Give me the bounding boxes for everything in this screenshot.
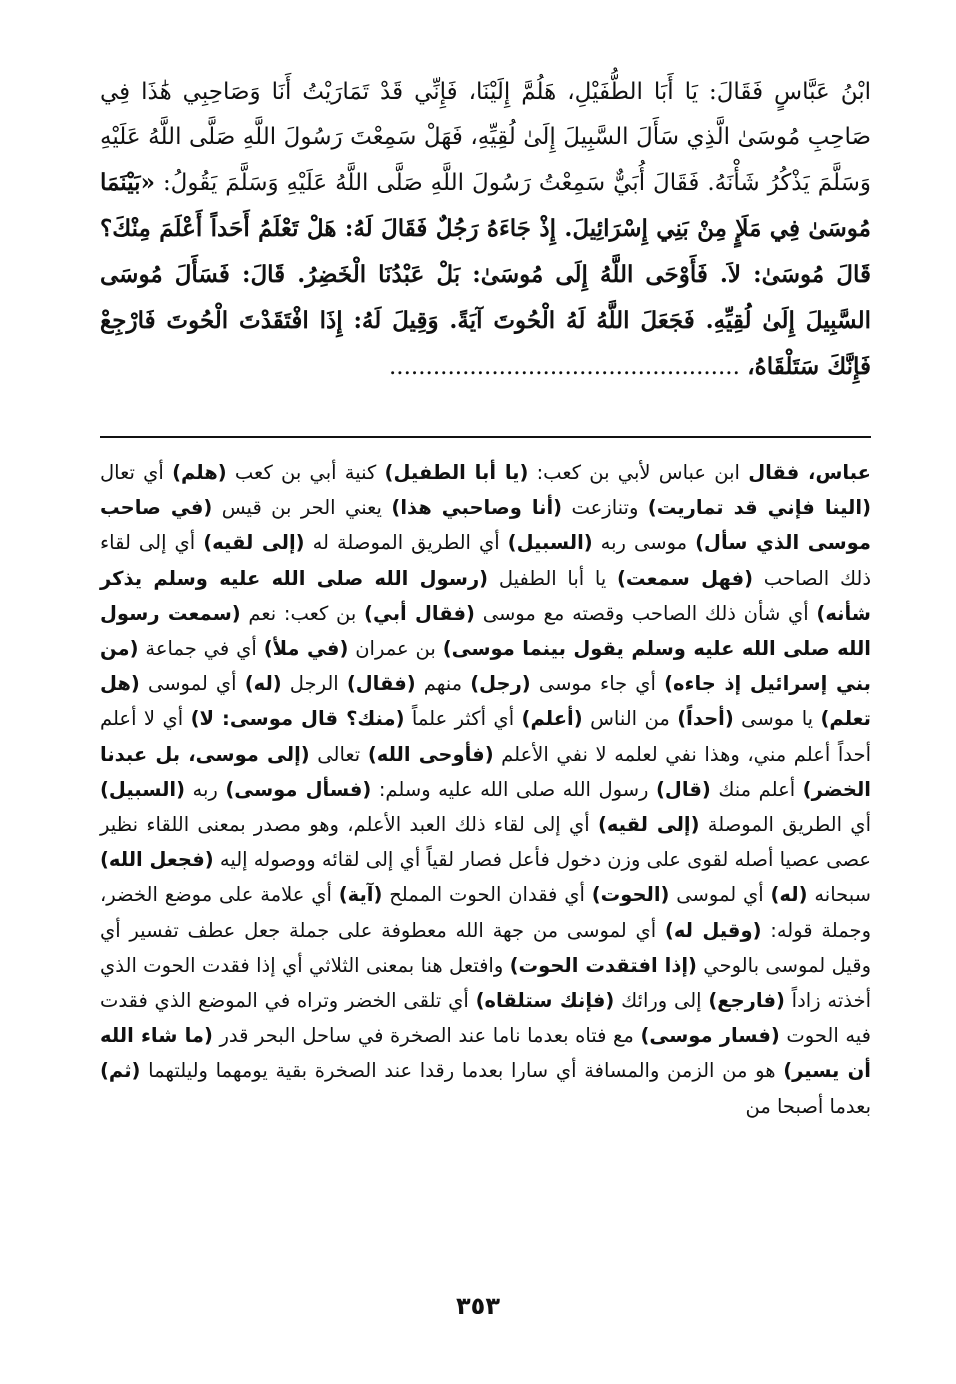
commentary-explanation: وتنازعت bbox=[562, 496, 648, 520]
commentary-quoted-phrase: (له) bbox=[244, 672, 282, 696]
commentary-quoted-phrase: (منك؟ قال موسى: لا) bbox=[190, 707, 405, 731]
commentary-quoted-phrase: (قال) bbox=[656, 777, 711, 801]
commentary-explanation: رسول الله صلى الله عليه وسلم: bbox=[371, 777, 656, 801]
commentary-explanation: أي فقدان الحوت المملح bbox=[382, 883, 592, 907]
commentary-explanation: أي إلى لقاء ذلك العبد الأعلم، وهو مصدر بمعنى اللقاء نظير عصى عصيا أصله لقوى على وزن دخول فأعل فصار لقياً أي إلى لقائه ووصوله إليه bbox=[100, 813, 871, 872]
commentary-explanation: منهم bbox=[415, 672, 471, 696]
commentary-explanation: هو من الزمن والمسافة أي سارا بعدما رقدا عند الصخرة بقية يومهما وليلتهما bbox=[140, 1059, 784, 1083]
commentary-explanation: أي الطريق الموصلة bbox=[699, 813, 871, 837]
commentary-explanation: أي لا أعلم أحداً أعلم مني، وهذا نفي لعلمه لا نفي الأعلم bbox=[100, 707, 871, 766]
footnote-divider bbox=[100, 436, 871, 438]
commentary-explanation: أي لموسى من جهة الله معطوفة على جملة جعل عطف تفسير أي وقيل لموسى بالوحي bbox=[100, 918, 871, 977]
commentary-explanation: أعلم منك bbox=[710, 777, 803, 801]
commentary-quoted-phrase: (من بني إسرائيل إذ جاءه) bbox=[100, 637, 871, 696]
commentary-quoted-phrase: (رجل) bbox=[470, 672, 531, 696]
commentary-quoted-phrase: (يا أبا الطفيل) bbox=[384, 461, 529, 484]
commentary-explanation: أي إلى لقاء ذلك الصاحب bbox=[100, 531, 872, 590]
commentary-quoted-phrase: (في صاحب موسى الذي سأل) bbox=[100, 496, 871, 555]
hadith-quote: «بَيْنَمَا مُوسَىٰ فِي مَلَإٍ مِنْ بَنِي إِسْرَائِيلَ. إِذْ جَاءَهُ رَجُلٌ فَقَالَ لَهُ: هَلْ تَعْلَمُ أَحَداً أَعْلَمَ مِنْكَ؟ قَالَ مُوسَىٰ: لاَ. فَأَوْحَى اللَّهُ إِلَى مُوسَىٰ: بَلْ عَبْدُنَا الْخَضِرُ. قَالَ: فَسَأَلَ مُوسَى السَّبِيلَ إِلَىٰ لُقِيِّهِ. فَجَعَلَ اللَّهُ لَهُ الْحُوتَ آيَةً. وَقِيلَ لَهُ: إِذَا افْتَقَدْتَ الْحُوتَ فَارْجِعْ فَإِنَّكَ سَتَلْقَاهُ، bbox=[100, 169, 871, 380]
commentary-quoted-phrase: (رسول الله صلى الله عليه وسلم يذكر شأنه) bbox=[100, 566, 871, 625]
commentary-quoted-phrase: (إلى موسى، بل عبدنا الخضر) bbox=[100, 742, 871, 801]
commentary-quoted-phrase: (وقيل له) bbox=[664, 918, 762, 942]
commentary-explanation: ابن عباس لأبي بن كعب: bbox=[528, 461, 749, 484]
commentary-quoted-phrase: (أنا وصاحبي هذا) bbox=[391, 496, 563, 520]
commentary-explanation: تعالى bbox=[309, 742, 368, 766]
commentary-explanation: سبحانه bbox=[807, 883, 871, 907]
commentary-explanation: أي جاء موسى bbox=[530, 672, 665, 696]
commentary-quoted-phrase: (آية) bbox=[338, 883, 383, 907]
commentary-quoted-phrase: (فأوحى الله) bbox=[367, 742, 494, 766]
commentary-quoted-phrase: (هل تعلم) bbox=[100, 672, 872, 731]
hadith-intro: ابْنُ عَبَّاسٍ فَقَالَ: يَا أَبَا الطُّفَيْلِ، هَلُمَّ إِلَيْنَا، فَإِنِّي قَدْ تَمَارَيْتُ أَنَا وَصَاحِبِي هَٰذَا فِي صَاحِبِ مُوسَىٰ الَّذِي سَأَلَ السَّبِيلَ إِلَىٰ لُقِيِّهِ، فَهَلْ سَمِعْتَ رَسُولَ اللَّهِ صَلَّى اللَّهُ عَلَيْهِ وَسَلَّمَ يَذْكُرُ شَأْنَهُ. فَقَالَ أُبَيٌّ سَمِعْتُ رَسُولَ اللَّهِ صَلَّى اللَّهُ عَلَيْهِ وَسَلَّمَ يَقُولُ: bbox=[100, 79, 871, 196]
commentary-quoted-phrase: (له) bbox=[770, 883, 808, 907]
commentary-explanation: بن كعب: نعم bbox=[240, 601, 365, 625]
commentary-quoted-phrase: (إذا افتقدت الحوت) bbox=[509, 953, 697, 977]
commentary-explanation: بن عمران bbox=[348, 637, 443, 661]
commentary-quoted-phrase: (الينا فإني قد تماريت) bbox=[647, 496, 871, 520]
commentary-explanation: يعني الحر بن قيس bbox=[212, 496, 392, 520]
commentary-explanation: كنية أبي بن كعب bbox=[226, 461, 385, 484]
commentary-quoted-phrase: (فقال أبي) bbox=[364, 601, 475, 625]
commentary-quoted-phrase: (ثم) bbox=[100, 1059, 141, 1083]
commentary-explanation: من الناس bbox=[582, 707, 678, 731]
hadith-text bbox=[100, 70, 871, 390]
commentary-quoted-phrase: (هلم) bbox=[172, 461, 227, 484]
page-number: ٣٥٣ bbox=[456, 1292, 500, 1320]
commentary-quoted-phrase: (فسار موسى) bbox=[640, 1024, 780, 1048]
commentary-explanation: أي الطريق الموصلة له bbox=[304, 531, 508, 555]
commentary-quoted-phrase: (فسأل موسى) bbox=[225, 777, 372, 801]
commentary-explanation: أي لموسى bbox=[669, 883, 771, 907]
commentary-quoted-phrase: (ما شاء الله أن يسير) bbox=[100, 1024, 871, 1083]
commentary-text bbox=[100, 455, 871, 1124]
commentary-explanation: أي تلقى الخضر وتراه في الموضع الذي فقدت فيه الحوت bbox=[100, 989, 871, 1048]
commentary-explanation: يا أبا الطفيل bbox=[488, 566, 618, 590]
commentary-explanation: يا موسى bbox=[733, 707, 821, 731]
commentary-quoted-phrase: (فجعل الله) bbox=[100, 848, 214, 872]
commentary-explanation: مع فتاه بعدما ناما عند الصخرة في ساحل البحر قدر bbox=[212, 1024, 641, 1048]
commentary-explanation: موسى ربه bbox=[592, 531, 696, 555]
commentary-quoted-phrase: (إلى لقيه) bbox=[597, 813, 700, 837]
commentary-explanation: أي في جماعة bbox=[138, 637, 264, 661]
commentary-explanation: بعدما أصبحا من bbox=[745, 1094, 871, 1118]
hadith-ellipsis: ................................................ bbox=[389, 354, 740, 380]
commentary-quoted-phrase: (الحوت) bbox=[591, 883, 670, 907]
commentary-quoted-phrase: (أعلم) bbox=[521, 707, 583, 731]
commentary-quoted-phrase: (إلى لقيه) bbox=[203, 531, 305, 555]
commentary-explanation: الرجل bbox=[281, 672, 347, 696]
commentary-quoted-phrase: (أحداً) bbox=[677, 707, 734, 731]
commentary-quoted-phrase: (السبيل) bbox=[100, 777, 185, 801]
commentary-explanation: أي علامة على موضع الخضر، وجملة قوله: bbox=[100, 883, 872, 942]
commentary-quoted-phrase: (فقال) bbox=[346, 672, 416, 696]
commentary-quoted-phrase: عباس، فقال bbox=[748, 461, 871, 484]
commentary-quoted-phrase: (فهل سمعت) bbox=[617, 566, 754, 590]
commentary-explanation: أي شأن ذلك الصاحب وقصته مع موسى bbox=[474, 601, 817, 625]
commentary-explanation: إلى ورائك bbox=[614, 989, 709, 1013]
commentary-quoted-phrase: (سمعت رسول الله صلى الله عليه وسلم يقول بينما موسى) bbox=[100, 601, 871, 661]
commentary-explanation: أي أكثر علماً bbox=[404, 707, 522, 731]
commentary-explanation: ربه bbox=[185, 777, 226, 801]
commentary-quoted-phrase: (فارجع) bbox=[708, 989, 785, 1013]
commentary-explanation: أي لموسى bbox=[139, 672, 245, 696]
commentary-quoted-phrase: (في ملأ) bbox=[263, 637, 349, 661]
commentary-explanation: أي تعال bbox=[100, 461, 173, 484]
commentary-quoted-phrase: (السبيل) bbox=[507, 531, 593, 555]
commentary-quoted-phrase: (فإنك ستلقاه) bbox=[475, 989, 615, 1013]
commentary-explanation: وافتعل هنا بمعنى الثلاثي أي إذا فقدت الحوت الذي أخذته زاداً bbox=[100, 953, 871, 1013]
